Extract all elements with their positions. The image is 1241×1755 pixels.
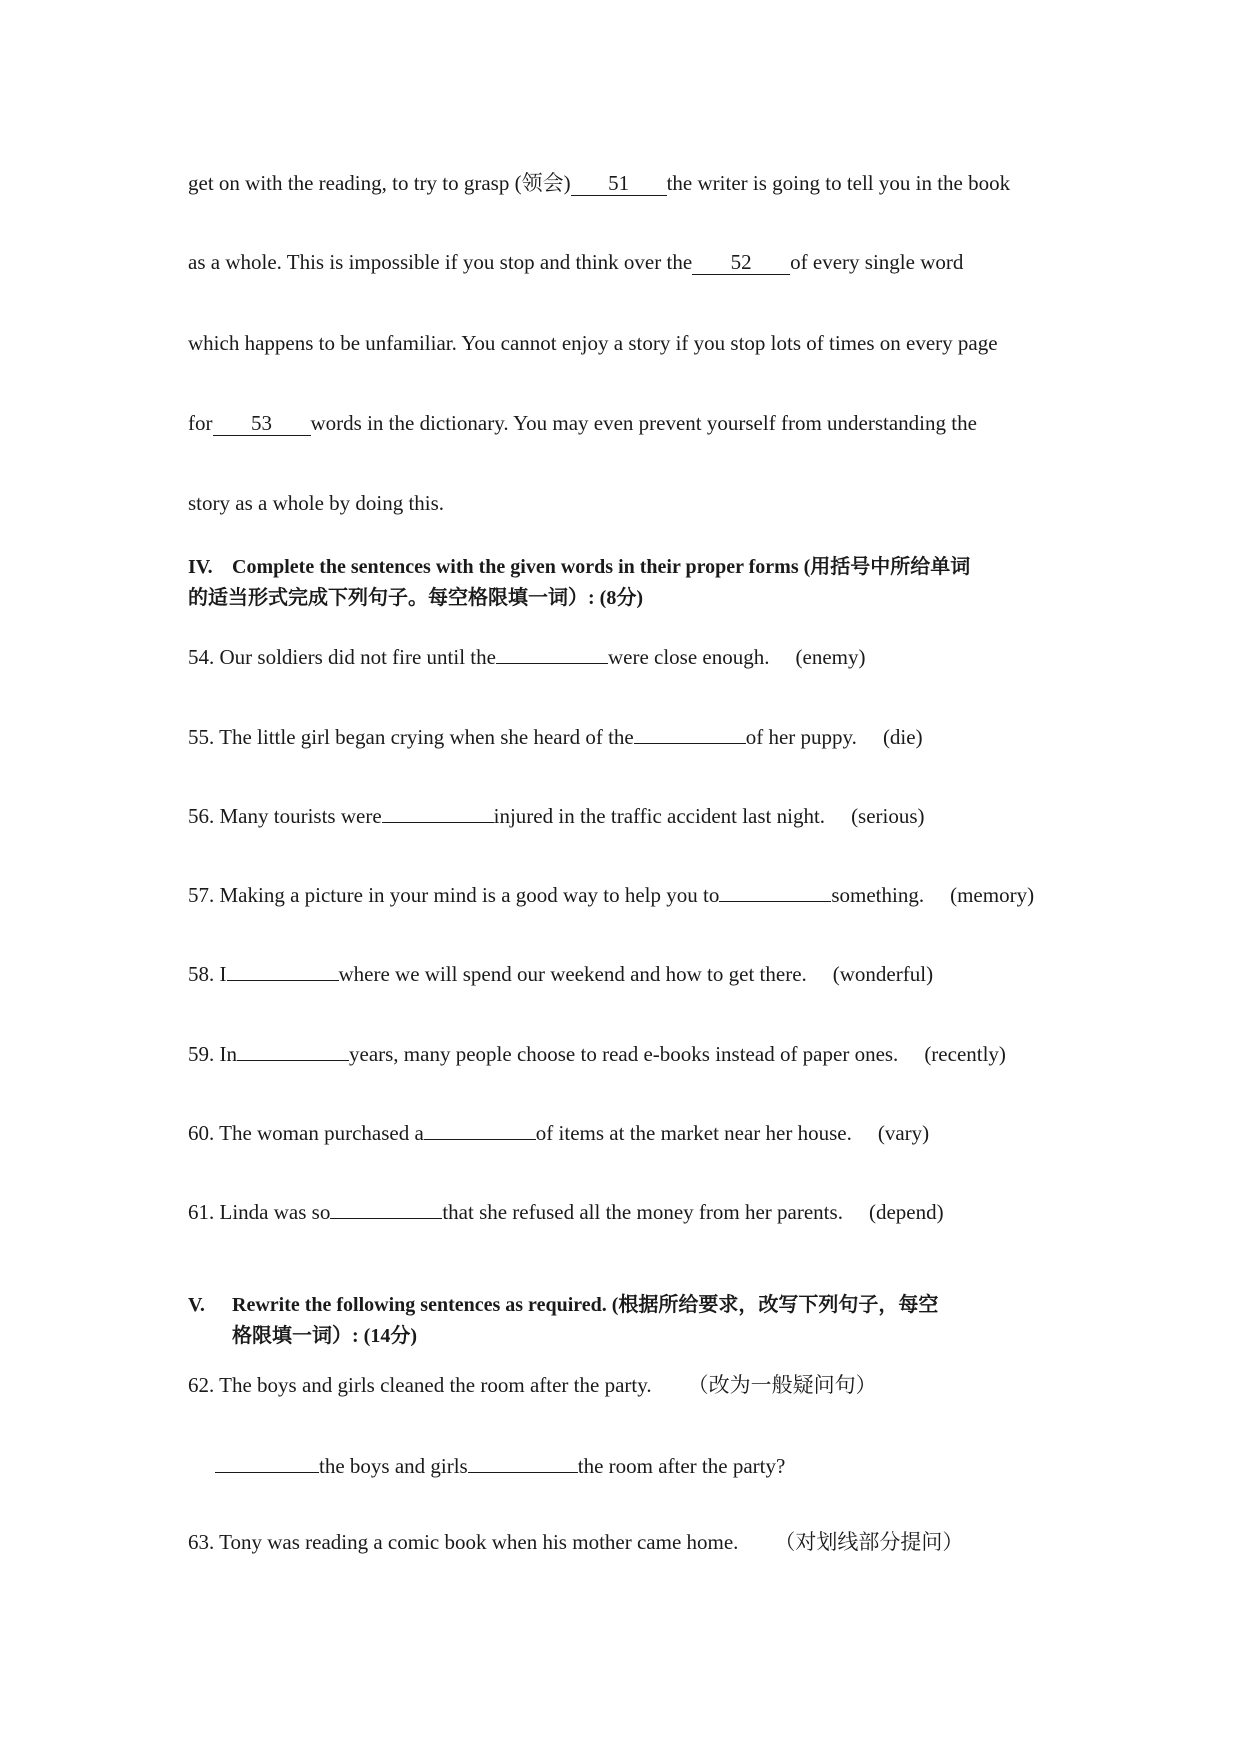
- answer-blank-59[interactable]: [237, 1059, 349, 1061]
- question-text: that she refused all the money from her parents.: [442, 1200, 843, 1224]
- passage-text: of every single word: [790, 250, 964, 274]
- question-text: where we will spend our weekend and how to get there.: [338, 962, 807, 986]
- question-text: of her puppy.: [745, 725, 857, 749]
- passage-line-2: [188, 252, 963, 275]
- answer-blank-51[interactable]: 51: [571, 173, 667, 196]
- question-61: [188, 1202, 944, 1223]
- answer-blank-61[interactable]: [330, 1217, 442, 1219]
- question-60: [188, 1123, 929, 1144]
- word-hint: (enemy): [795, 645, 866, 669]
- passage-line-4: [188, 413, 977, 436]
- passage-text: story as a whole by doing this.: [188, 491, 445, 515]
- question-62-answer-line: [215, 1456, 785, 1477]
- section-heading-v: [188, 1290, 938, 1352]
- section-title-line2: 的适当形式完成下列句子。每空格限填一词）: (8分): [188, 587, 643, 609]
- passage-text: for: [188, 411, 213, 435]
- passage-line-1: [188, 173, 1010, 196]
- answer-blank-60[interactable]: [424, 1138, 536, 1140]
- word-hint: (wonderful): [832, 962, 934, 986]
- question-55: [188, 727, 923, 748]
- section-heading-iv: [188, 552, 970, 614]
- question-text: 54. Our soldiers did not fire until the: [188, 645, 496, 669]
- word-hint: (serious): [851, 804, 925, 828]
- word-hint: (depend): [868, 1200, 944, 1224]
- question-text: were close enough.: [607, 645, 770, 669]
- question-59: [188, 1044, 1006, 1065]
- answer-text: the boys and girls: [319, 1454, 468, 1478]
- question-58: [188, 964, 933, 985]
- word-hint: (memory): [950, 883, 1035, 907]
- question-text: something.: [831, 883, 925, 907]
- passage-text: the writer is going to tell you in the book: [666, 171, 1011, 195]
- answer-blank-62a[interactable]: [215, 1471, 319, 1473]
- question-text: 57. Making a picture in your mind is a good way to help you to: [188, 883, 720, 907]
- passage-text: get on with the reading, to try to grasp (领会): [188, 171, 571, 195]
- question-text: of items at the market near her house.: [535, 1121, 852, 1145]
- section-number: IV.: [188, 556, 213, 578]
- question-text: 55. The little girl began crying when she heard of the: [188, 725, 634, 749]
- question-62: [188, 1375, 877, 1396]
- question-text: 62. The boys and girls cleaned the room after the party.: [188, 1373, 652, 1397]
- question-text: 61. Linda was so: [188, 1200, 331, 1224]
- word-hint: (die): [882, 725, 923, 749]
- question-57: [188, 885, 1034, 906]
- answer-blank-56[interactable]: [382, 821, 494, 823]
- word-hint: (recently): [924, 1042, 1006, 1066]
- section-number: V.: [188, 1294, 205, 1316]
- section-title: Rewrite the following sentences as required. (根据所给要求，改写下列句子，每空: [232, 1294, 939, 1316]
- passage-line-3: [188, 333, 998, 354]
- question-54: [188, 647, 865, 668]
- section-title-line2: 格限填一词）: (14分): [232, 1325, 417, 1347]
- rewrite-instruction: （改为一般疑问句）: [687, 1373, 877, 1397]
- question-text: 58. I: [188, 962, 227, 986]
- answer-blank-53[interactable]: 53: [213, 413, 311, 436]
- passage-text: words in the dictionary. You may even prevent yourself from understanding the: [310, 411, 977, 435]
- answer-text: the room after the party?: [577, 1454, 786, 1478]
- question-56: [188, 806, 925, 827]
- answer-blank-57[interactable]: [719, 900, 831, 902]
- question-text: years, many people choose to read e-books instead of paper ones.: [349, 1042, 899, 1066]
- question-text: 56. Many tourists were: [188, 804, 382, 828]
- answer-blank-58[interactable]: [227, 979, 339, 981]
- passage-text: which happens to be unfamiliar. You cannot enjoy a story if you stop lots of times on every page: [188, 331, 998, 355]
- answer-blank-52[interactable]: 52: [692, 252, 790, 275]
- question-text: 63. Tony was reading a comic book when his mother came home.: [188, 1530, 739, 1554]
- question-text: 60. The woman purchased a: [188, 1121, 424, 1145]
- question-text: injured in the traffic accident last night.: [493, 804, 826, 828]
- answer-blank-55[interactable]: [634, 742, 746, 744]
- passage-text: as a whole. This is impossible if you stop and think over the: [188, 250, 693, 274]
- answer-blank-54[interactable]: [496, 662, 608, 664]
- answer-blank-62b[interactable]: [468, 1471, 578, 1473]
- question-63: [188, 1532, 963, 1553]
- word-hint: (vary): [877, 1121, 930, 1145]
- passage-line-5: [188, 493, 444, 514]
- section-title: Complete the sentences with the given words in their proper forms (用括号中所给单词: [232, 556, 971, 578]
- question-text: 59. In: [188, 1042, 237, 1066]
- rewrite-instruction: （对划线部分提问）: [774, 1530, 964, 1554]
